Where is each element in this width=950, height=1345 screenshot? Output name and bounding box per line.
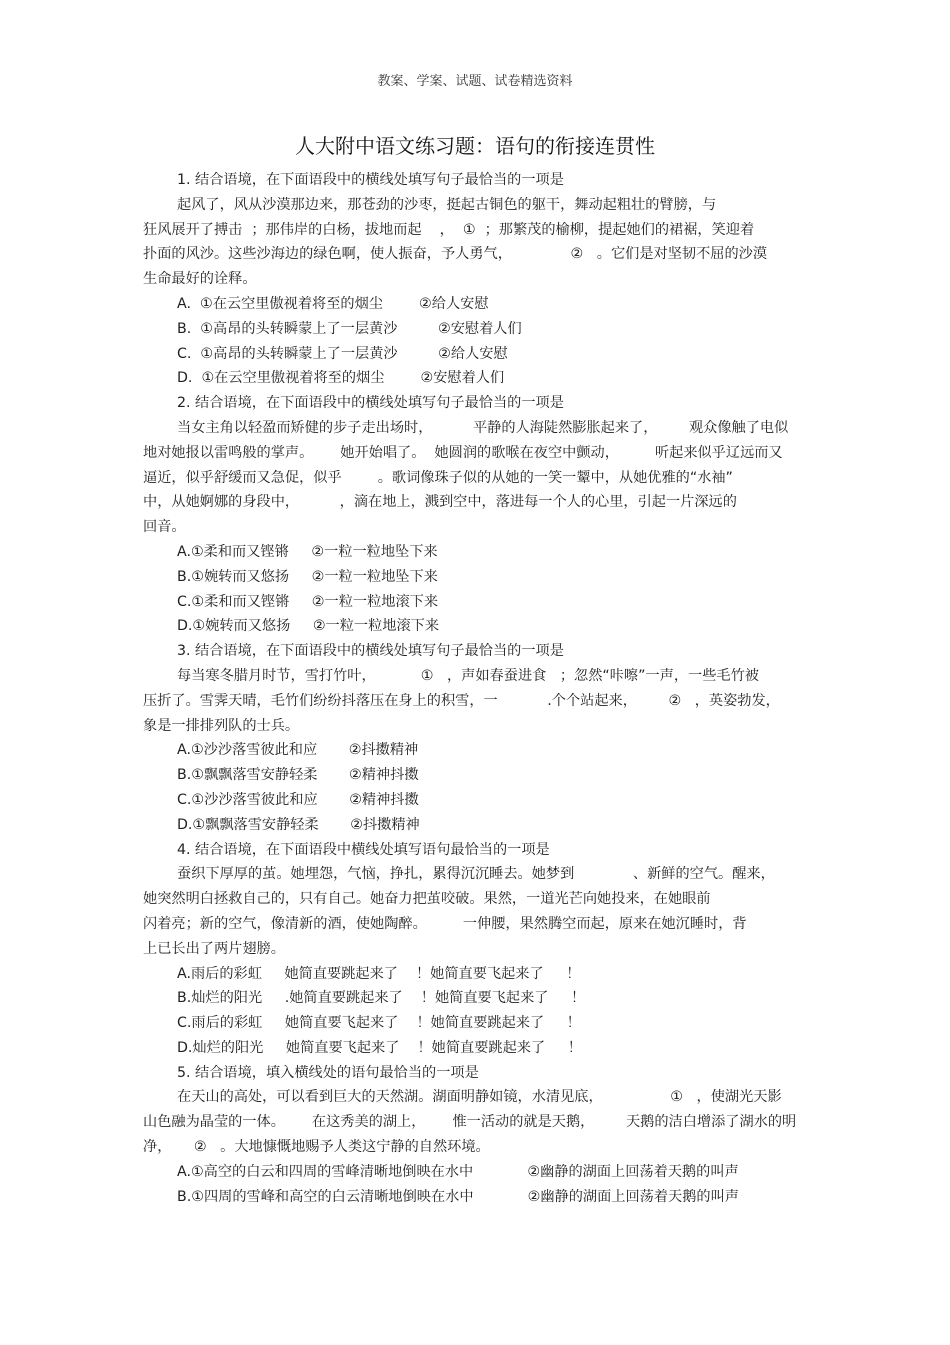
text-line: 中，从她婀娜的身段中， ，滴在地上，溅到空中，落进每一个人的心里，引起一片深远的 xyxy=(143,494,737,511)
text-line: 回音。 xyxy=(143,519,186,536)
page-title: 人大附中语文练习题：语句的衔接连贯性 xyxy=(295,134,655,158)
answer-option: D.①婉转而又悠扬 ②一粒一粒地滚下来 xyxy=(177,618,440,635)
answer-option: B.①婉转而又悠扬 ②一粒一粒地坠下来 xyxy=(177,568,438,585)
answer-option: C. ①高昂的头转瞬蒙上了一层黄沙 ②给人安慰 xyxy=(177,345,508,362)
answer-option: A.①沙沙落雪彼此和应 ②抖擞精神 xyxy=(177,742,419,759)
text-line: 上已长出了两片翅膀。 xyxy=(143,940,285,957)
text-line: 山色融为晶莹的一体。 在这秀美的湖上， 惟一活动的就是天鹅， 天鹅的洁白增添了湖水的明 xyxy=(143,1114,797,1131)
answer-option: D.①飘飘落雪安静轻柔 ②抖擞精神 xyxy=(177,816,420,833)
text-line: 起风了，风从沙漠那边来，那苍劲的沙枣，挺起古铜色的躯干，舞动起粗壮的臂膀，与 xyxy=(177,196,717,213)
text-line: 压折了。雪霁天晴，毛竹们纷纷抖落压在身上的积雪，一 .个个站起来， ② ，英姿勃发， xyxy=(143,692,780,709)
page-header: 教案、学案、试题、试卷精选资料 xyxy=(377,74,573,89)
text-line: 生命最好的诠释。 xyxy=(143,271,257,288)
answer-option: B.①飘飘落雪安静轻柔 ②精神抖擞 xyxy=(177,767,419,784)
text-line: 地对她报以雷鸣般的掌声。 她开始唱了。 她圆润的歌喉在夜空中颤动， 听起来似乎辽远而又 xyxy=(143,444,783,461)
text-line: 在天山的高处，可以看到巨大的天然湖。湖面明静如镜，水清见底， ① ，使湖光天影 xyxy=(177,1089,782,1106)
question-heading: 2. 结合语境，在下面语段中的横线处填写句子最恰当的一项是 xyxy=(177,395,564,412)
text-line: 扑面的风沙。这些沙海边的绿色啊，使人振奋，予人勇气， ② 。它们是对坚韧不屈的沙漠 xyxy=(143,246,768,263)
answer-option: B. ①高昂的头转瞬蒙上了一层黄沙 ②安慰着人们 xyxy=(177,320,522,337)
text-line: 逼近，似乎舒缓而又急促，似乎 。歌词像珠子似的从她的一笑一颦中，从她优雅的“水袖” xyxy=(143,469,733,486)
answer-option: B.灿烂的阳光 .她简直要跳起来了 ！她简直要飞起来了 ！ xyxy=(177,990,586,1007)
text-line: 闪着亮；新的空气，像清新的酒，使她陶醉。 一伸腰，果然腾空而起，原来在她沉睡时，背 xyxy=(143,915,747,932)
text-line: 她突然明白拯救自己的，只有自己。她奋力把茧咬破。果然，一道光芒向她投来，在她眼前 xyxy=(143,891,711,908)
text-line: 狂风展开了搏击 ；那伟岸的白杨，拔地而起 ， ① ；那繁茂的榆柳，提起她们的裙裾，笑迎着 xyxy=(143,221,755,238)
text-line: 象是一排排列队的士兵。 xyxy=(143,717,300,734)
question-heading: 4. 结合语境，在下面语段中横线处填写语句最恰当的一项是 xyxy=(177,841,550,858)
answer-option: A.①高空的白云和四周的雪峰清晰地倒映在水中 ②幽静的湖面上回荡着天鹅的叫声 xyxy=(177,1163,739,1180)
answer-option: C.雨后的彩虹 她简直要飞起来了 ！她简直要跳起来了 ！ xyxy=(177,1015,581,1032)
answer-option: A.雨后的彩虹 她简直要跳起来了 ！她简直要飞起来了 ！ xyxy=(177,965,581,982)
question-heading: 3. 结合语境，在下面语段中的横线处填写句子最恰当的一项是 xyxy=(177,643,564,660)
text-line: 净， ② 。大地慷慨地赐予人类这宁静的自然环境。 xyxy=(143,1139,490,1156)
answer-option: D.灿烂的阳光 她简直要飞起来了 ！她简直要跳起来了 ！ xyxy=(177,1039,582,1056)
answer-option: A. ①在云空里傲视着将至的烟尘 ②给人安慰 xyxy=(177,295,489,312)
text-line: 每当寒冬腊月时节，雪打竹叶， ① ，声如春蚕进食 ；忽然“咔嚓”一声，一些毛竹被 xyxy=(177,667,759,684)
answer-option: C.①沙沙落雪彼此和应 ②精神抖擞 xyxy=(177,791,419,808)
text-line: 蚕织下厚厚的茧。她埋怨，气恼，挣扎，累得沉沉睡去。她梦到 、新鲜的空气。醒来， xyxy=(177,866,775,883)
document-body xyxy=(143,168,803,1209)
question-heading: 5. 结合语境，填入横线处的语句最恰当的一项是 xyxy=(177,1064,479,1081)
answer-option: A.①柔和而又铿锵 ②一粒一粒地坠下来 xyxy=(177,543,438,560)
answer-option: D. ①在云空里傲视着将至的烟尘 ②安慰着人们 xyxy=(177,370,505,387)
answer-option: C.①柔和而又铿锵 ②一粒一粒地滚下来 xyxy=(177,593,439,610)
answer-option: B.①四周的雪峰和高空的白云清晰地倒映在水中 ②幽静的湖面上回荡着天鹅的叫声 xyxy=(177,1188,739,1205)
text-line: 当女主角以轻盈而矫健的步子走出场时， 平静的人海陡然膨胀起来了， 观众像触了电似 xyxy=(177,419,789,436)
question-heading: 1. 结合语境，在下面语段中的横线处填写句子最恰当的一项是 xyxy=(177,172,564,188)
